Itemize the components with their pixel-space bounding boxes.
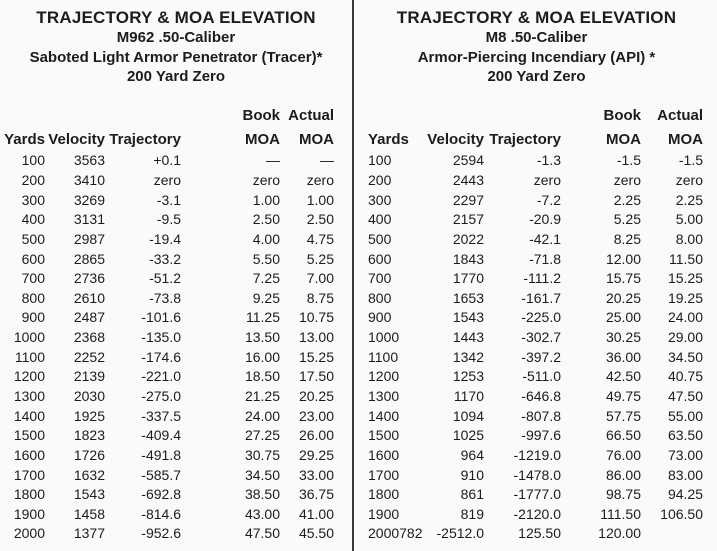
table-row bbox=[356, 229, 703, 249]
table-cell: -51.2 bbox=[149, 270, 181, 287]
vertical-divider bbox=[352, 0, 354, 551]
table-cell: 7.25 bbox=[252, 270, 280, 287]
table-row bbox=[0, 367, 334, 387]
header-row bbox=[356, 124, 703, 151]
table-cell: 2000 bbox=[13, 525, 45, 542]
table-cell: 38.50 bbox=[244, 486, 280, 503]
table-cell: 1600 bbox=[368, 446, 400, 463]
table-cell: -275.0 bbox=[141, 388, 181, 404]
table-cell: 2610 bbox=[73, 289, 105, 306]
table-cell: 861 bbox=[460, 486, 484, 503]
table-cell: -225.0 bbox=[521, 309, 561, 326]
table-row bbox=[0, 465, 334, 485]
table-cell: 19.25 bbox=[667, 289, 703, 306]
table-row bbox=[356, 386, 703, 406]
table-cell: 1900 bbox=[13, 505, 45, 522]
table-cell: 20.25 bbox=[605, 289, 641, 306]
table-cell: 1300 bbox=[368, 388, 400, 404]
table-cell: -409.4 bbox=[141, 427, 181, 444]
table-cell: 57.75 bbox=[605, 407, 641, 424]
table-cell: 1925 bbox=[73, 407, 105, 424]
table-subtitle-zero: 200 Yard Zero bbox=[487, 68, 586, 85]
table-cell: 76.00 bbox=[605, 446, 641, 463]
table-cell: 2443 bbox=[452, 171, 484, 188]
table-panel-m8 bbox=[356, 0, 717, 551]
table-row bbox=[356, 288, 703, 308]
table-cell: 11.25 bbox=[246, 309, 280, 326]
header-actual-moa: MOA bbox=[668, 130, 703, 148]
table-cell: 29.00 bbox=[667, 329, 703, 346]
table-cell: 1200 bbox=[368, 368, 400, 385]
table-subtitle-zero: 200 Yard Zero bbox=[126, 68, 226, 85]
header-yards: Yards bbox=[368, 130, 409, 148]
table-cell: -814.6 bbox=[141, 505, 181, 522]
table-row bbox=[0, 209, 334, 229]
table-cell: 2297 bbox=[452, 191, 484, 208]
table-cell: 2594 bbox=[452, 152, 484, 169]
table-cell: 15.25 bbox=[298, 348, 334, 365]
table-cell: 1726 bbox=[73, 446, 105, 463]
table-cell: 400 bbox=[368, 211, 392, 228]
table-cell: 55.00 bbox=[667, 407, 703, 424]
table-cell: 12.00 bbox=[605, 250, 641, 267]
table-subtitle-ammo: Armor-Piercing Incendiary (API) * bbox=[417, 48, 656, 66]
table-cell: 1800 bbox=[13, 486, 45, 503]
table-cell: -2120.0 bbox=[513, 505, 561, 522]
table-cell: 1900 bbox=[368, 505, 400, 522]
table-cell: 1.00 bbox=[252, 191, 280, 208]
table-cell: -111.2 bbox=[523, 270, 561, 287]
table-cell: 2487 bbox=[73, 309, 105, 326]
header-book-moa: MOA bbox=[245, 130, 280, 148]
table-row bbox=[0, 327, 334, 347]
table-cell: 3269 bbox=[73, 191, 105, 208]
table-cell: 2.50 bbox=[306, 211, 334, 228]
table-cell: 1400 bbox=[368, 407, 400, 424]
table-cell: 11.50 bbox=[669, 250, 703, 267]
table-cell: 7.00 bbox=[306, 270, 334, 287]
table-cell: 1.00 bbox=[306, 191, 334, 208]
table-cell: 36.75 bbox=[298, 486, 334, 503]
header-velocity: Velocity bbox=[427, 130, 484, 148]
table-cell: 30.75 bbox=[244, 446, 280, 463]
table-cell: -7.2 bbox=[536, 191, 561, 208]
table-cell: 33.00 bbox=[298, 466, 334, 483]
header-spacer bbox=[0, 104, 45, 124]
table-cell: -491.8 bbox=[141, 446, 181, 463]
table-cell: -101.6 bbox=[141, 309, 181, 326]
table-cell: 2.50 bbox=[252, 211, 280, 228]
table-cell: 2000782 bbox=[368, 525, 423, 542]
table-cell: 8.00 bbox=[675, 230, 703, 247]
table-cell: -3.1 bbox=[156, 191, 181, 208]
table-cell: zero bbox=[675, 171, 703, 188]
table-body-m8 bbox=[356, 151, 703, 544]
table-row bbox=[0, 190, 334, 210]
table-cell: 300 bbox=[21, 191, 45, 208]
table-cell: — bbox=[266, 152, 280, 169]
table-cell: 1100 bbox=[14, 348, 45, 365]
table-cell: 111.50 bbox=[600, 505, 641, 522]
table-cell: -2512.0 bbox=[436, 525, 484, 542]
table-cell: 13.00 bbox=[298, 329, 334, 346]
table-cell: 45.50 bbox=[298, 525, 334, 542]
table-row bbox=[0, 504, 334, 524]
table-row bbox=[356, 190, 703, 210]
table-cell: 700 bbox=[368, 270, 392, 287]
table-cell: 100 bbox=[21, 152, 45, 169]
table-cell: 1000 bbox=[368, 329, 400, 346]
table-cell: 2252 bbox=[73, 348, 105, 365]
table-row bbox=[0, 347, 334, 367]
table-cell: 34.50 bbox=[667, 348, 703, 365]
table-cell: 1800 bbox=[368, 486, 400, 503]
table-cell: -646.8 bbox=[521, 388, 561, 404]
table-cell: 400 bbox=[21, 211, 45, 228]
table-cell: 800 bbox=[368, 289, 392, 306]
table-cell: 1000 bbox=[13, 329, 45, 346]
table-cell: 4.00 bbox=[252, 230, 280, 247]
table-cell: 40.75 bbox=[667, 368, 703, 385]
table-cell: -1777.0 bbox=[513, 486, 561, 503]
header-actual: Actual bbox=[657, 106, 703, 124]
table-cell: 1342 bbox=[452, 348, 484, 365]
table-cell: 106.50 bbox=[660, 505, 703, 522]
table-row bbox=[356, 524, 703, 544]
table-panel-m962 bbox=[0, 0, 352, 551]
table-cell: -952.6 bbox=[141, 525, 181, 542]
table-cell: 1653 bbox=[452, 289, 484, 306]
table-row bbox=[0, 406, 334, 426]
table-cell: 1253 bbox=[452, 368, 484, 385]
table-cell: 1100 bbox=[368, 348, 399, 365]
table-cell: 5.00 bbox=[675, 211, 703, 228]
table-cell: 1543 bbox=[452, 309, 484, 326]
table-cell: 98.75 bbox=[605, 486, 641, 503]
table-cell: 1543 bbox=[73, 486, 105, 503]
table-cell: 800 bbox=[21, 289, 45, 306]
table-cell: 63.50 bbox=[667, 427, 703, 444]
table-cell: 94.25 bbox=[667, 486, 703, 503]
table-row bbox=[356, 327, 703, 347]
table-cell: -302.7 bbox=[521, 329, 561, 346]
header-spacer bbox=[105, 104, 181, 124]
table-row bbox=[356, 151, 703, 171]
table-cell: 10.75 bbox=[298, 309, 334, 326]
table-cell: -73.8 bbox=[149, 289, 181, 306]
table-cell: -692.8 bbox=[141, 486, 181, 503]
table-cell: 2.25 bbox=[613, 191, 641, 208]
table-cell: 2736 bbox=[73, 270, 105, 287]
table-cell: zero bbox=[153, 171, 181, 188]
table-cell: 49.75 bbox=[605, 388, 641, 404]
table-cell: 3410 bbox=[73, 171, 105, 188]
table-cell: 1500 bbox=[13, 427, 45, 444]
table-cell: 1300 bbox=[13, 388, 45, 404]
header-actual: Actual bbox=[288, 106, 334, 124]
header-row-top bbox=[356, 104, 703, 124]
table-row bbox=[0, 288, 334, 308]
table-titles-m962 bbox=[0, 0, 352, 87]
table-cell: 2022 bbox=[452, 230, 484, 247]
table-cell: 18.50 bbox=[244, 368, 280, 385]
table-cell: -1.5 bbox=[678, 152, 703, 169]
table-cell: -9.5 bbox=[156, 211, 181, 228]
table-cell: 83.00 bbox=[667, 466, 703, 483]
header-velocity: Velocity bbox=[48, 130, 105, 148]
table-row bbox=[356, 170, 703, 190]
table-cell: 8.75 bbox=[306, 289, 334, 306]
table-cell: 29.25 bbox=[298, 446, 334, 463]
table-title: TRAJECTORY & MOA ELEVATION bbox=[36, 8, 316, 27]
table-cell: 25.00 bbox=[605, 309, 641, 326]
table-cell: 1094 bbox=[452, 407, 484, 424]
header-spacer bbox=[426, 104, 484, 124]
table-cell: -1.3 bbox=[536, 152, 561, 169]
header-row bbox=[0, 124, 334, 151]
table-cell: -174.6 bbox=[141, 348, 181, 365]
table-cell bbox=[641, 524, 703, 544]
header-spacer bbox=[356, 104, 426, 124]
table-cell: 2157 bbox=[452, 211, 484, 228]
table-cell: 9.25 bbox=[252, 289, 280, 306]
table-row bbox=[0, 249, 334, 269]
table-cell: 1600 bbox=[13, 446, 45, 463]
table-cell: 819 bbox=[460, 505, 484, 522]
table-cell: -135.0 bbox=[141, 329, 181, 346]
table-cell: -1.5 bbox=[616, 152, 641, 169]
table-titles-m8 bbox=[356, 0, 717, 87]
table-cell: -1478.0 bbox=[513, 466, 561, 483]
table-cell: 15.25 bbox=[667, 270, 703, 287]
table-cell: 1443 bbox=[452, 329, 484, 346]
table-cell: 1700 bbox=[13, 466, 45, 483]
table-cell: 24.00 bbox=[667, 309, 703, 326]
table-cell: 910 bbox=[460, 466, 484, 483]
table-row bbox=[0, 484, 334, 504]
table-cell: 2368 bbox=[73, 329, 105, 346]
table-cell: 1170 bbox=[453, 388, 484, 404]
table-cell: 66.50 bbox=[605, 427, 641, 444]
table-cell: 41.00 bbox=[298, 505, 334, 522]
table-cell: -807.8 bbox=[521, 407, 561, 424]
header-book: Book bbox=[242, 106, 280, 124]
table-cell: -161.7 bbox=[521, 289, 561, 306]
table-row bbox=[356, 504, 703, 524]
table-cell: 600 bbox=[21, 250, 45, 267]
table-cell: 16.00 bbox=[244, 348, 280, 365]
table-cell: zero bbox=[252, 171, 280, 188]
table-cell: 5.50 bbox=[252, 250, 280, 267]
table-cell: -337.5 bbox=[141, 407, 181, 424]
ballistics-table-m962 bbox=[0, 104, 334, 544]
header-yards: Yards bbox=[4, 130, 45, 148]
table-cell: 20.25 bbox=[298, 388, 334, 404]
header-row-top bbox=[0, 104, 334, 124]
table-row bbox=[0, 268, 334, 288]
table-cell: 23.00 bbox=[298, 407, 334, 424]
table-row bbox=[356, 406, 703, 426]
table-cell: 1843 bbox=[452, 250, 484, 267]
table-subtitle-model: M962 .50-Caliber bbox=[116, 29, 236, 46]
table-cell: 24.00 bbox=[244, 407, 280, 424]
table-row bbox=[0, 386, 334, 406]
table-cell: 1632 bbox=[73, 466, 105, 483]
table-cell: -585.7 bbox=[141, 466, 181, 483]
table-subtitle-ammo: Saboted Light Armor Penetrator (Tracer)* bbox=[29, 48, 323, 66]
table-row bbox=[0, 151, 334, 171]
table-row bbox=[0, 445, 334, 465]
table-cell: 1700 bbox=[368, 466, 400, 483]
table-cell: zero bbox=[533, 171, 561, 188]
table-cell: -511.0 bbox=[522, 368, 561, 385]
table-cell: -997.6 bbox=[521, 427, 561, 444]
table-row bbox=[356, 465, 703, 485]
table-cell: 300 bbox=[368, 191, 392, 208]
header-spacer bbox=[484, 104, 561, 124]
table-cell: 5.25 bbox=[306, 250, 334, 267]
table-cell: 600 bbox=[368, 250, 392, 267]
table-cell: 4.75 bbox=[306, 230, 334, 247]
table-cell: 900 bbox=[21, 309, 45, 326]
header-actual-moa: MOA bbox=[299, 130, 334, 148]
table-cell: -71.8 bbox=[529, 250, 561, 267]
header-book-moa: MOA bbox=[606, 130, 641, 148]
table-row bbox=[0, 308, 334, 328]
header-spacer bbox=[45, 104, 105, 124]
table-cell: 17.50 bbox=[298, 368, 334, 385]
table-row bbox=[0, 524, 334, 544]
table-cell: zero bbox=[613, 171, 641, 188]
table-row bbox=[356, 209, 703, 229]
table-cell: -20.9 bbox=[529, 211, 561, 228]
table-cell: 42.50 bbox=[605, 368, 641, 385]
table-cell: 2139 bbox=[73, 368, 105, 385]
table-cell: 3131 bbox=[73, 211, 105, 228]
table-cell: 34.50 bbox=[244, 466, 280, 483]
table-row bbox=[0, 170, 334, 190]
table-cell: 900 bbox=[368, 309, 392, 326]
table-cell: 1400 bbox=[13, 407, 45, 424]
table-cell: 5.25 bbox=[613, 211, 641, 228]
table-row bbox=[356, 308, 703, 328]
table-row bbox=[356, 425, 703, 445]
table-cell: -33.2 bbox=[149, 250, 181, 267]
table-cell: 1377 bbox=[73, 525, 105, 542]
table-cell: 500 bbox=[368, 230, 392, 247]
table-cell: 26.00 bbox=[298, 427, 334, 444]
table-cell: 73.00 bbox=[667, 446, 703, 463]
table-cell: -42.1 bbox=[529, 230, 561, 247]
table-row bbox=[0, 229, 334, 249]
table-cell: 200 bbox=[368, 171, 392, 188]
table-cell: 47.50 bbox=[667, 388, 703, 404]
table-cell: zero bbox=[306, 171, 334, 188]
table-cell: 2.25 bbox=[675, 191, 703, 208]
table-cell: 2865 bbox=[73, 250, 105, 267]
table-cell: 1770 bbox=[452, 270, 484, 287]
table-row bbox=[356, 484, 703, 504]
table-cell: 125.50 bbox=[518, 525, 561, 542]
table-row bbox=[356, 445, 703, 465]
table-cell: 500 bbox=[21, 230, 45, 247]
table-cell: 200 bbox=[21, 171, 45, 188]
table-cell: 964 bbox=[460, 446, 484, 463]
table-cell: 1823 bbox=[73, 427, 105, 444]
table-cell: 1200 bbox=[13, 368, 45, 385]
table-cell: 21.25 bbox=[244, 388, 280, 404]
table-body-m962 bbox=[0, 151, 334, 544]
table-cell: -397.2 bbox=[521, 348, 561, 365]
table-subtitle-model: M8 .50-Caliber bbox=[485, 29, 588, 46]
table-cell: 15.75 bbox=[605, 270, 641, 287]
table-cell: 2030 bbox=[73, 388, 105, 404]
table-cell: 30.25 bbox=[605, 329, 641, 346]
table-row bbox=[356, 367, 703, 387]
table-row bbox=[356, 249, 703, 269]
table-row bbox=[0, 425, 334, 445]
table-cell: 86.00 bbox=[605, 466, 641, 483]
table-cell: -221.0 bbox=[141, 368, 181, 385]
table-cell: 43.00 bbox=[244, 505, 280, 522]
table-cell: 1458 bbox=[73, 505, 105, 522]
table-cell: 120.00 bbox=[598, 525, 641, 542]
header-trajectory: Trajectory bbox=[489, 130, 561, 148]
table-row bbox=[356, 347, 703, 367]
header-trajectory: Trajectory bbox=[109, 130, 181, 148]
table-cell: — bbox=[320, 152, 334, 169]
ballistics-table-m8 bbox=[356, 104, 703, 544]
table-cell: 8.25 bbox=[613, 230, 641, 247]
table-title: TRAJECTORY & MOA ELEVATION bbox=[396, 8, 677, 27]
table-cell: 13.50 bbox=[244, 329, 280, 346]
table-cell: 47.50 bbox=[244, 525, 280, 542]
table-cell: -1219.0 bbox=[513, 446, 561, 463]
table-cell: 27.25 bbox=[244, 427, 280, 444]
table-cell: 1500 bbox=[368, 427, 400, 444]
header-book: Book bbox=[603, 106, 641, 124]
table-cell: +0.1 bbox=[153, 152, 181, 169]
table-cell: 2987 bbox=[73, 230, 105, 247]
table-cell: 700 bbox=[21, 270, 45, 287]
table-cell: 100 bbox=[368, 152, 392, 169]
table-cell: -19.4 bbox=[149, 230, 181, 247]
table-row bbox=[356, 268, 703, 288]
table-cell: 3563 bbox=[73, 152, 105, 169]
table-cell: 1025 bbox=[452, 427, 484, 444]
table-cell: 36.00 bbox=[605, 348, 641, 365]
